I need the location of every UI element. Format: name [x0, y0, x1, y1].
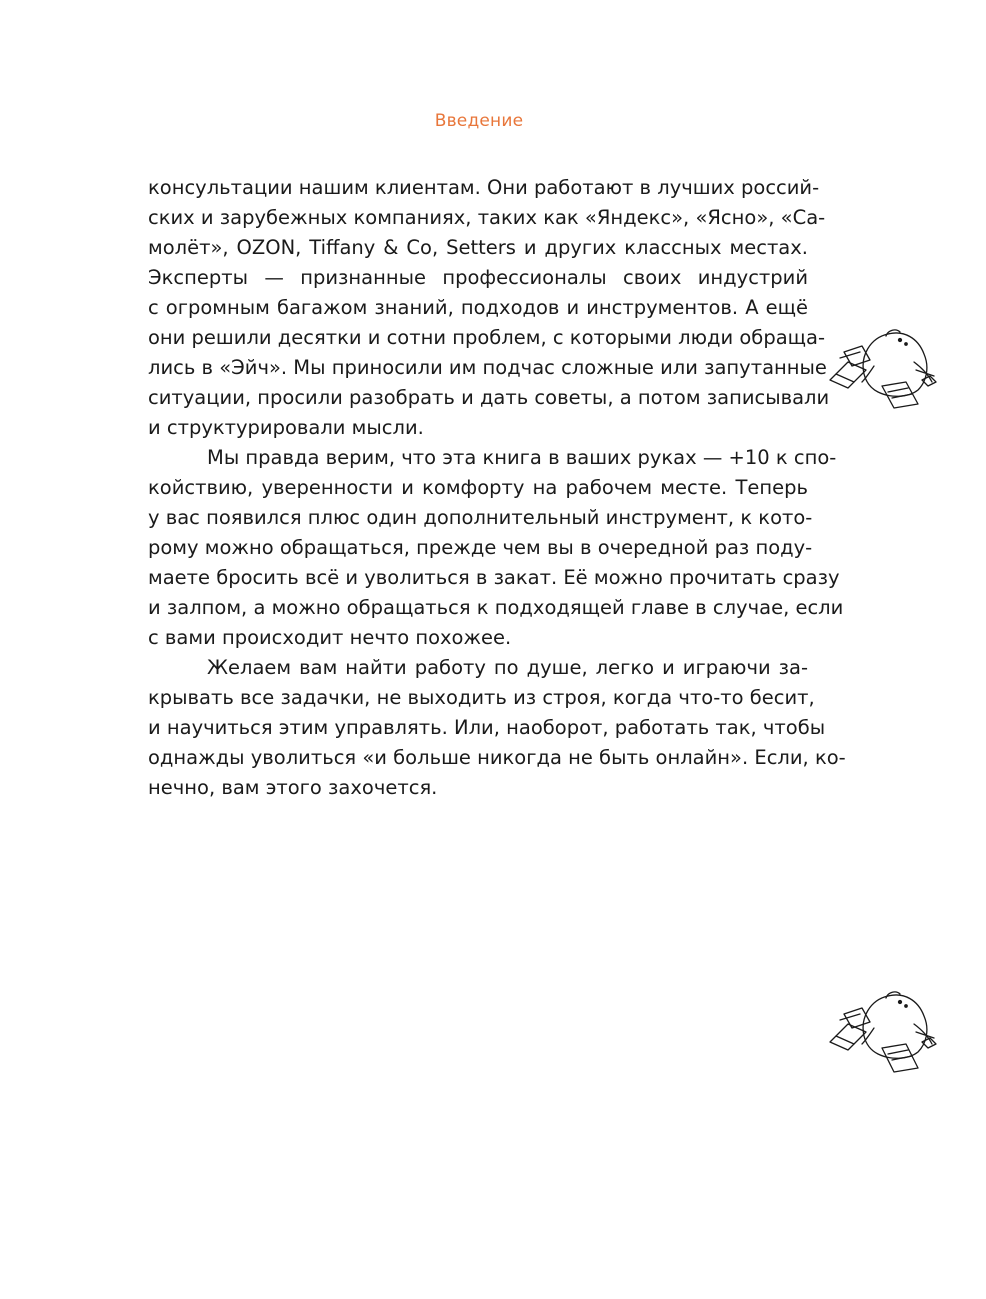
text-line: крывать все задачки, не выходить из строя, когда что-то бесит,	[148, 686, 815, 709]
text-line: рому можно обращаться, прежде чем вы в очередной раз поду-	[148, 536, 813, 559]
text-line: консультации нашим клиентам. Они работают в лучших россий-	[148, 176, 820, 199]
text-line: лись в «Эйч». Мы приносили им подчас сложные или запутанные	[148, 356, 827, 379]
text-line: Мы правда верим, что эта книга в ваших руках — +10 к спо-	[207, 446, 837, 469]
text-line: маете бросить всё и уволиться в закат. Её можно прочитать сразу	[148, 566, 840, 589]
text-line: ских и зарубежных компаниях, таких как «Яндекс», «Ясно», «Са-	[148, 206, 826, 229]
text-line: они решили десятки и сотни проблем, с которыми люди обраща-	[148, 326, 826, 349]
text-line: и структурировали мысли.	[148, 416, 424, 439]
text-line: однажды уволиться «и больше никогда не быть онлайн». Если, ко-	[148, 746, 846, 769]
running-title: Введение	[434, 111, 524, 131]
body-text	[148, 173, 846, 803]
text-line: и научиться этим управлять. Или, наоборот, работать так, чтобы	[148, 716, 826, 739]
text-line: нечно, вам этого захочется.	[148, 776, 438, 799]
text-line: Эксперты — признанные профессионалы своих индустрий	[148, 266, 808, 289]
text-line: Желаем вам найти работу по душе, легко и играючи за-	[207, 656, 808, 679]
text-line: койствию, уверенности и комфорту на рабочем месте. Теперь	[148, 476, 808, 499]
text-line: у вас появился плюс один дополнительный инструмент, к кото-	[148, 506, 813, 529]
text-line: с огромным багажом знаний, подходов и инструментов. А ещё	[148, 296, 808, 319]
text-line: молёт», OZON, Tiffany & Co, Setters и других классных местах.	[148, 236, 808, 259]
text-line: и залпом, а можно обращаться к подходящей главе в случае, если	[148, 596, 844, 619]
character-with-papers-icon	[826, 326, 938, 410]
text-line: ситуации, просили разобрать и дать советы, а потом записывали	[148, 386, 830, 409]
character-with-papers-icon	[826, 986, 938, 1074]
text-line: с вами происходит нечто похожее.	[148, 626, 512, 649]
